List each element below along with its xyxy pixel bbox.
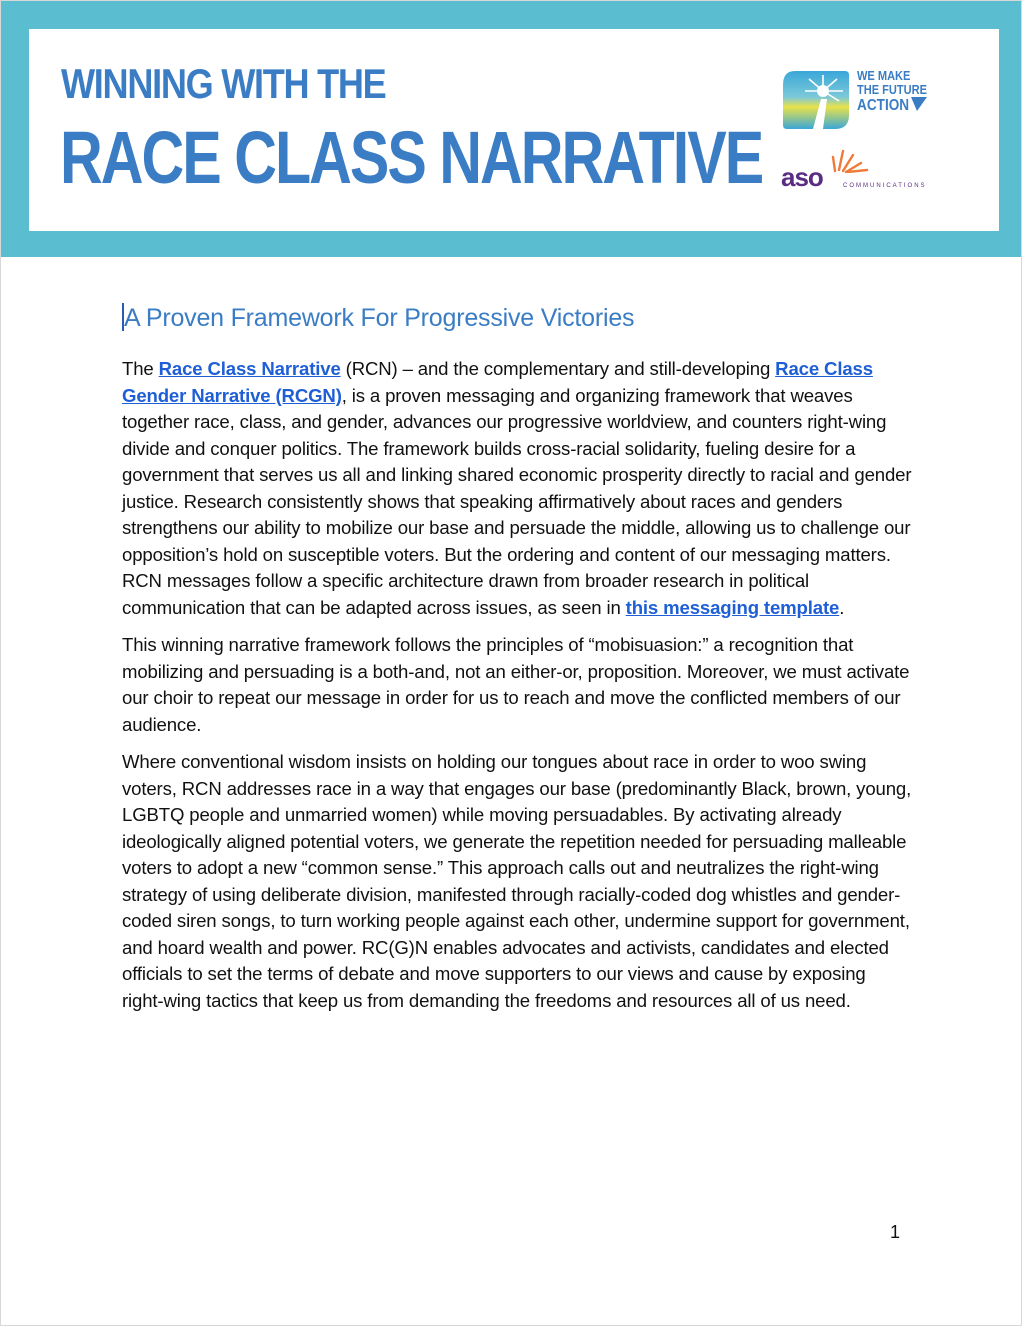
rcgn-link[interactable]: Race Class Gender Narrative (RCGN) xyxy=(122,358,873,406)
header-banner xyxy=(1,1,1021,257)
paragraph-1-text-c: , is a proven messaging and organizing framework that weaves together race, class, and gender, advances our progressive worldview, and counters right-wing divide and conquer politics. The framework builds cross-racial solidarity, fueling desire for a government that serves us all and linking shared economic prosperity directly to racial and gender justice. Research consistently shows that speaking affirmatively about races and genders strengthens our ability to mobilize our base and persuade the middle, allowing us to challenge our opposition’s hold on susceptible voters. But the ordering and content of our messaging matters. RCN messages follow a specific architecture drawn from broader research in political communication that can be adapted across issues, as seen in xyxy=(122,384,912,618)
paragraph-1-text-a: The xyxy=(122,358,159,379)
paragraph-1-text-b: (RCN) – and the complementary and still-developing xyxy=(340,358,776,379)
title-big: RACE CLASS NARRATIVE xyxy=(60,116,763,199)
header-banner-inner xyxy=(29,29,999,231)
section-heading-text: A Proven Framework For Progressive Victories xyxy=(124,304,635,332)
wmtf-line-2: THE FUTURE xyxy=(857,82,927,97)
paragraph-1 xyxy=(122,356,912,621)
aso-logo-sub: COMMUNICATIONS xyxy=(843,183,927,189)
we-make-the-future-logo-icon xyxy=(783,69,849,131)
paragraph-3: Where conventional wisdom insists on holding our tongues about race in order to woo swing voters, RCN addresses race in a way that engages our base (predominantly Black, brown, young, LGBTQ people and unmarried women) while moving persuadables. By activating already ideologically aligned potential voters, we generate the repetition needed for persuading malleable voters to adopt a new “common sense.” This approach calls out and neutralizes the right-wing strategy of using deliberate division, manifested through racially-coded dog whistles and gender-coded siren songs, to turn working people against each other, undermine support for government, and hoard wealth and power. RC(G)N enables advocates and activists, candidates and elected officials to set the terms of debate and move supporters to our views and cause by exposing right-wing tactics that keep us from demanding the freedoms and resources all of us need. xyxy=(122,751,912,1011)
arrow-icon xyxy=(911,97,927,111)
title-small: WINNING WITH THE xyxy=(61,60,386,107)
wmtf-line-1: WE MAKE xyxy=(857,68,911,83)
race-class-narrative-link[interactable]: Race Class Narrative xyxy=(158,358,341,379)
paragraph-2: This winning narrative framework follows the principles of “mobisuasion:” a recognition that mobilizing and persuading is a both-and, not an either-or, proposition. Moreover, we must activate our choir to repeat our message in order for us to reach and move the conflicted members of our audience. xyxy=(122,634,910,735)
section-heading xyxy=(122,301,912,335)
wmtf-line-3: ACTION xyxy=(857,97,910,114)
paragraph-1-text-d: . xyxy=(839,596,845,618)
document-body xyxy=(122,301,912,1025)
page-number: 1 xyxy=(890,1222,901,1242)
aso-burst-icon xyxy=(829,143,873,173)
messaging-template-link[interactable]: this messaging template xyxy=(625,596,840,618)
aso-logo-word: aso xyxy=(781,162,823,192)
